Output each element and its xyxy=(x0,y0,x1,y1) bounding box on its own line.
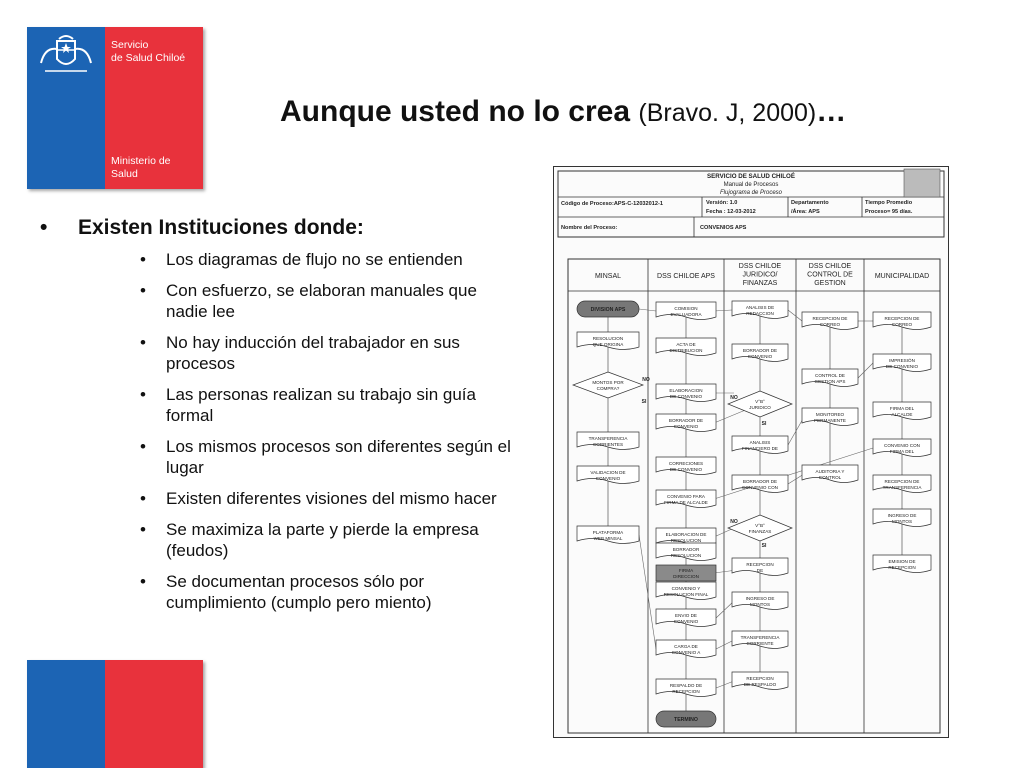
flow-node-aps xyxy=(656,679,716,697)
flow-node-label: CORREO xyxy=(891,322,913,327)
flow-node-label: BORRADOR DE xyxy=(742,479,778,484)
flow-node-label: TRANSFERENCIA xyxy=(882,485,922,490)
flow-node-aps xyxy=(656,302,716,320)
slide-title xyxy=(280,95,846,129)
flow-node-label: ANALISIS DE xyxy=(745,305,775,310)
flow-node-label: CONVENIO PARA xyxy=(667,494,705,499)
flow-node-label: FIRMA DE ALCALDE xyxy=(664,500,708,505)
flow-node-label: CORREO xyxy=(819,322,841,327)
flow-node-label: CONVENIO xyxy=(595,476,621,481)
flow-label-si: SI xyxy=(641,399,647,405)
flow-node-label: BORRADOR DE xyxy=(742,348,778,353)
flow-node-label: INGRESO DE xyxy=(745,596,775,601)
flow-node-label: CARGA DE xyxy=(674,644,698,649)
flow-label-no: NO xyxy=(642,377,650,383)
flow-cross-connector xyxy=(716,601,734,618)
flow-node-label: EMISION DE xyxy=(888,559,916,564)
flow-header-line-2: Manual de Procesos xyxy=(723,182,779,188)
flow-cross-connector xyxy=(788,310,802,321)
lane-header-label: CONTROL DE xyxy=(807,271,853,279)
flow-tiempo-1: Tiempo Promedio xyxy=(865,200,913,206)
flow-node-aps xyxy=(656,565,716,581)
flow-node-label: RECEPCION xyxy=(746,676,774,681)
flow-node-label: PLATAFORMA xyxy=(592,530,624,535)
flowchart-svg xyxy=(554,167,948,737)
flow-node-label: RESOLUCION xyxy=(670,553,702,558)
flow-node-label: MONITOREO xyxy=(815,412,845,417)
sub-bullet-text: Con esfuerzo, se elaboran manuales que nadie lee xyxy=(166,281,477,321)
sub-bullet xyxy=(140,488,512,509)
flow-node-label: DE xyxy=(756,568,764,573)
flow-node-juridico xyxy=(732,475,788,493)
sub-bullet-text: Los mismos procesos son diferentes según el lugar xyxy=(166,437,511,477)
flow-node-label: CONVENIO xyxy=(747,354,773,359)
sub-bullet-text: No hay inducción del trabajador en sus procesos xyxy=(166,333,460,373)
flow-label-no: NO xyxy=(730,519,738,525)
flow-node-label: FIRMA DEL xyxy=(889,406,915,411)
flow-node-label: CONVENIO CON xyxy=(884,443,920,448)
bullet-dot-icon: • xyxy=(140,437,146,456)
chile-coat-of-arms-icon xyxy=(35,33,97,81)
flow-node-label: RECEPCION DE xyxy=(884,479,920,484)
sub-bullet-text: Se documentan procesos sólo por cumplimiento (cumplo pero miento) xyxy=(166,572,432,612)
sub-bullet-text: Se maximiza la parte y pierde la empresa (feudos) xyxy=(166,520,479,560)
flow-node-municipalidad xyxy=(873,439,931,457)
flow-node-label: CONVENIO Y xyxy=(671,586,701,591)
logo-text-servicio xyxy=(111,39,185,65)
flow-node-aps xyxy=(656,338,716,356)
flow-node-label: CORRECIONES xyxy=(668,461,704,466)
flow-node-municipalidad xyxy=(873,509,931,527)
bullet-dot-icon: • xyxy=(140,250,146,269)
flow-node-label: RESOLUCION FINAL xyxy=(663,592,709,597)
bullet-dot-icon: • xyxy=(140,333,146,352)
flow-node-label: WEB MINSAL xyxy=(593,536,623,541)
flow-nombre-value: CONVENIOS APS xyxy=(700,225,747,231)
logo-line-3: Ministerio de xyxy=(111,155,171,167)
flow-node-label: MONTOS POR xyxy=(592,380,624,385)
flow-node-label: CONTROL DE xyxy=(815,373,845,378)
flow-node-label: RECEPCION xyxy=(672,689,700,694)
flow-node-label: INGRESO DE xyxy=(887,513,917,518)
flow-node-label: RECEPCION DE xyxy=(884,316,920,321)
flow-node-label: V°B° xyxy=(755,523,765,528)
flow-node-label: DE CONVENIO xyxy=(669,394,703,399)
logo-line-1: Servicio xyxy=(111,39,149,51)
flow-node-label: AUDITORIA Y xyxy=(815,469,845,474)
flow-node-label: ELABORACION xyxy=(669,388,703,393)
lane-header-label: FINANZAS xyxy=(742,280,778,287)
flow-label-si: SI xyxy=(761,421,767,427)
flow-codigo: Código de Proceso:APS-C-12032012-1 xyxy=(561,201,663,207)
flow-node-label: V°B° xyxy=(755,399,765,404)
flow-node-municipalidad xyxy=(873,555,931,573)
sub-bullet-text: Las personas realizan su trabajo sin guía formal xyxy=(166,385,476,425)
flow-node-aps xyxy=(656,711,716,727)
flow-node-label: IMPRESIÓN xyxy=(889,358,915,363)
flow-node-minsal xyxy=(577,432,639,450)
flow-node-minsal xyxy=(577,466,639,484)
flow-node-label: TRANSFERENCIA xyxy=(740,635,780,640)
sub-bullet xyxy=(140,249,512,270)
flow-node-label: ELABORACION DE xyxy=(665,532,707,537)
flow-node-label: ENVIO DE xyxy=(675,613,697,618)
flow-node-label: MONTOS xyxy=(749,602,771,607)
flow-node-label: MONTOS xyxy=(891,519,913,524)
bullet-dot-icon: • xyxy=(140,520,146,539)
flow-node-label: DE CONVENIO xyxy=(669,467,703,472)
flow-cross-connector xyxy=(858,363,873,378)
title-main: Aunque usted no lo crea xyxy=(280,95,631,128)
sub-bullet xyxy=(140,571,512,613)
flow-node-label: DE RESPALDO xyxy=(743,682,777,687)
flow-node-label: DIRECCION xyxy=(673,574,699,579)
flow-node-label: CONVENIO xyxy=(673,619,699,624)
title-ellipsis: … xyxy=(816,95,847,128)
flow-cross-connector xyxy=(716,681,734,688)
flow-node-label: RESOLUCION xyxy=(670,538,702,543)
flow-node-label: TERMINO xyxy=(674,717,698,723)
flow-node-label: ANALISIS xyxy=(749,440,771,445)
flow-node-label: RECEPCION xyxy=(888,565,916,570)
flow-node-juridico xyxy=(732,592,788,610)
footer-blue-panel xyxy=(27,660,105,768)
title-citation: (Bravo. J, 2000) xyxy=(638,99,817,127)
flow-node-label: CORRIENTES xyxy=(592,442,624,447)
footer-brand-block xyxy=(27,660,203,768)
flow-cross-connector xyxy=(716,640,734,649)
flow-node-label: CORRIENTE xyxy=(746,641,774,646)
lane-header-label: DSS CHILOE xyxy=(738,263,782,270)
flow-node-label: JURIDICO xyxy=(749,405,771,410)
flow-node-gestion xyxy=(802,312,858,330)
lane-header-label: MUNICIPALIDAD xyxy=(874,273,930,280)
flow-node-label: TRANSFERENCIA xyxy=(588,436,628,441)
flow-header-line-3: Flujograma de Proceso xyxy=(719,190,783,196)
bullet-dot-icon: • xyxy=(140,489,146,508)
flow-node-label: BORRADOR DE xyxy=(668,418,704,423)
flow-label-si: SI xyxy=(761,543,767,549)
logo-line-4: Salud xyxy=(111,168,138,180)
lane-header-label: DSS CHILOE xyxy=(808,263,852,270)
flow-node-label: REDACCION xyxy=(746,311,774,316)
flow-node-label: CONVENIO CON xyxy=(742,485,778,490)
flow-node-municipalidad xyxy=(873,354,931,372)
bullet-dot-icon: • xyxy=(140,385,146,404)
flow-node-minsal xyxy=(577,332,639,350)
flow-node-label: PERMANENTE xyxy=(814,418,846,423)
footer-red-panel xyxy=(105,660,203,768)
sub-bullet xyxy=(140,384,512,426)
flow-node-gestion xyxy=(802,408,858,426)
flow-node-minsal xyxy=(577,301,639,317)
flow-tiempo-2: Proceso= 95 días. xyxy=(865,209,913,215)
logo-line-2: de Salud Chiloé xyxy=(111,52,186,64)
lane-header-label: JURIDICO/ xyxy=(742,271,778,279)
flow-label-no: NO xyxy=(730,395,738,401)
flow-node-municipalidad xyxy=(873,475,931,493)
sub-bullet-text: Existen diferentes visiones del mismo hacer xyxy=(166,489,497,508)
flow-node-label: FIRMA xyxy=(678,568,694,573)
sub-bullet xyxy=(140,280,512,322)
flow-node-label: DIVISION APS xyxy=(590,307,626,313)
flow-node-label: FIRMA DEL xyxy=(889,449,915,454)
logo-servicio-salud-chiloe xyxy=(27,27,203,189)
flow-node-label: CONVENIO xyxy=(673,424,699,429)
flow-node-label: VALIDACION DE xyxy=(590,470,626,475)
sub-bullet-list xyxy=(140,249,512,623)
flow-node-juridico xyxy=(732,631,788,649)
flow-node-minsal xyxy=(577,526,639,544)
flowchart-document xyxy=(553,166,949,738)
flow-node-label: FINANZAS xyxy=(748,529,772,534)
flow-cross-connector xyxy=(714,310,732,311)
flow-node-label: QUE ORIGINA xyxy=(592,342,624,347)
flow-node-label: CONTROL xyxy=(818,475,842,480)
flow-node-aps xyxy=(656,609,716,627)
flow-node-aps xyxy=(656,543,716,561)
flow-node-juridico xyxy=(732,672,788,690)
flow-node-gestion xyxy=(802,465,858,483)
flow-node-aps xyxy=(656,490,716,508)
flow-node-label: ACTA DE xyxy=(676,342,696,347)
flow-node-label: EVALUADORA xyxy=(670,312,702,317)
flow-node-label: RECEPCION DE xyxy=(812,316,848,321)
bullet-dot-icon: • xyxy=(140,572,146,591)
flow-node-label: COMPRA? xyxy=(596,386,620,391)
flow-node-label: ALCALDE xyxy=(891,412,913,417)
lane-header-label: GESTION xyxy=(814,280,846,287)
flow-node-label: DE CONVENIO xyxy=(885,364,919,369)
flow-node-municipalidad xyxy=(873,312,931,330)
flow-node-aps xyxy=(656,384,716,402)
flow-fecha: Fecha : 12-03-2012 xyxy=(706,209,756,215)
flow-node-label: FINANCIERO DE xyxy=(742,446,778,451)
flow-node-juridico xyxy=(732,301,788,319)
flow-version: Versión: 1.0 xyxy=(706,200,738,206)
lane-header-label: DSS CHILOE APS xyxy=(657,273,715,280)
flow-node-juridico xyxy=(732,436,788,454)
lane-header-label: MINSAL xyxy=(594,273,622,280)
flow-node-label: CONVENIO A xyxy=(671,650,701,655)
flow-node-label: RECEPCION xyxy=(746,562,774,567)
flow-depto-2: /Área: APS xyxy=(791,209,820,215)
sub-bullet xyxy=(140,519,512,561)
flow-cross-connector xyxy=(639,309,656,311)
flow-node-juridico xyxy=(732,344,788,362)
sub-bullet xyxy=(140,332,512,374)
flow-node-juridico xyxy=(732,558,788,576)
flow-node-municipalidad xyxy=(873,402,931,420)
flow-node-label: COMISION xyxy=(674,306,698,311)
main-bullet-text: Existen Instituciones donde: xyxy=(78,216,364,239)
flow-node-aps xyxy=(656,582,716,600)
flow-nombre-label: Nombre del Proceso: xyxy=(561,225,618,231)
flow-header-line-1: SERVICIO DE SALUD CHILOÉ xyxy=(707,173,795,180)
flow-node-label: DISTRIBUCION xyxy=(669,348,703,353)
flow-node-label: BORRADOR xyxy=(672,547,700,552)
flow-node-minsal xyxy=(573,372,643,398)
bullet-dot-icon: • xyxy=(40,216,48,239)
flow-depto-1: Departamento xyxy=(791,200,829,206)
logo-text-ministerio xyxy=(111,155,171,181)
sub-bullet xyxy=(140,436,512,478)
flow-node-aps xyxy=(656,457,716,475)
flow-node-gestion xyxy=(802,369,858,387)
sub-bullet-text: Los diagramas de flujo no se entienden xyxy=(166,250,463,269)
flow-node-label: RESOLUCION xyxy=(592,336,624,341)
bullet-dot-icon: • xyxy=(140,281,146,300)
flow-node-aps xyxy=(656,414,716,432)
flow-node-label: GESTION APS xyxy=(814,379,846,384)
flow-node-aps xyxy=(656,640,716,658)
flow-node-label: RESPALDO DE xyxy=(669,683,703,688)
flow-cross-connector xyxy=(639,535,656,649)
